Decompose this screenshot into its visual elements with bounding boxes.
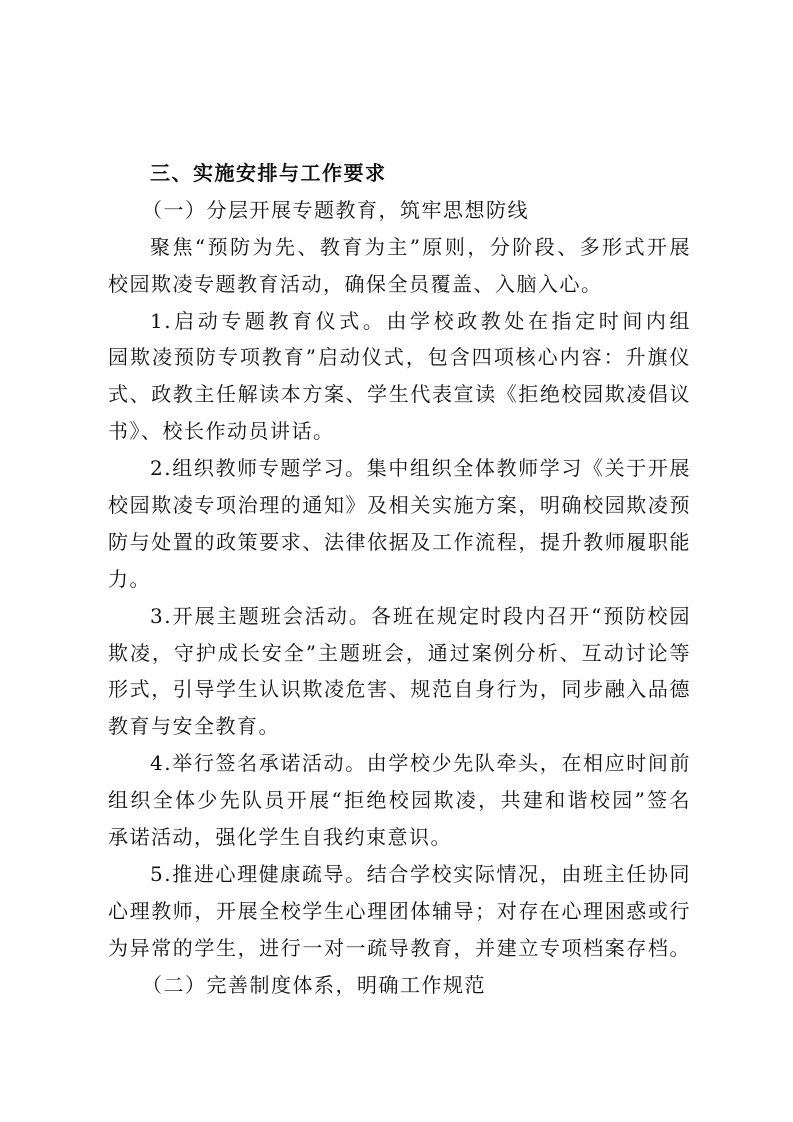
paragraph-item-2	[108, 450, 691, 598]
text-line: 为异常的学生，进行一对一疏导教育，并建立专项档案存档。	[108, 935, 691, 960]
document-page	[108, 155, 691, 1003]
text-line: 承诺活动，强化学生自我约束意识。	[108, 825, 452, 850]
section-title: 三、实施安排与工作要求	[150, 161, 387, 185]
text-line: 1.启动专题教育仪式。由学校政教处在指定时间内组	[150, 308, 691, 333]
text-line: 形式，引导学生认识欺凌危害、规范自身行为，同步融入品德	[108, 677, 691, 702]
text-line: 校园欺凌专项治理的通知》及相关实施方案，明确校园欺凌预	[108, 493, 691, 518]
paragraph-item-5	[108, 856, 691, 967]
paragraph-item-4	[108, 745, 691, 856]
text-line: 式、政教主任解读本方案、学生代表宣读《拒绝校园欺凌倡议	[108, 382, 691, 407]
text-line: 防与处置的政策要求、法律依据及工作流程，提升教师履职能	[108, 529, 691, 554]
text-line: 园欺凌预防专项教育”启动仪式，包含四项核心内容：升旗仪	[108, 345, 691, 370]
text-line: 心理教师，开展全校学生心理团体辅导；对存在心理困惑或行	[108, 898, 691, 923]
text-line: 4.举行签名承诺活动。由学校少先队牵头，在相应时间前	[150, 751, 691, 776]
text-line: 教育与安全教育。	[108, 714, 280, 739]
paragraph-item-3	[108, 598, 691, 746]
paragraph-intro	[108, 229, 691, 303]
text-line: 书》、校长作动员讲话。	[108, 419, 335, 444]
paragraph-item-1	[108, 303, 691, 451]
text-line: 3.开展主题班会活动。各班在规定时段内召开“预防校园	[150, 603, 691, 628]
text-line: 组织全体少先队员开展“拒绝校园欺凌，共建和谐校园”签名	[108, 788, 691, 813]
subsection-heading-2: （二）完善制度体系，明确工作规范	[142, 972, 486, 997]
text-line: 2.组织教师专题学习。集中组织全体教师学习《关于开展	[150, 456, 691, 481]
text-line: 力。	[108, 566, 151, 591]
text-line: 5.推进心理健康疏导。结合学校实际情况，由班主任协同	[150, 861, 691, 886]
subsection-heading-1: （一）分层开展专题教育，筑牢思想防线	[142, 197, 529, 222]
text-line: 欺凌，守护成长安全”主题班会，通过案例分析、互动讨论等	[108, 640, 691, 665]
text-line: 聚焦“预防为先、教育为主”原则，分阶段、多形式开展	[150, 234, 691, 259]
text-line: 校园欺凌专题教育活动，确保全员覆盖、入脑入心。	[108, 271, 603, 296]
